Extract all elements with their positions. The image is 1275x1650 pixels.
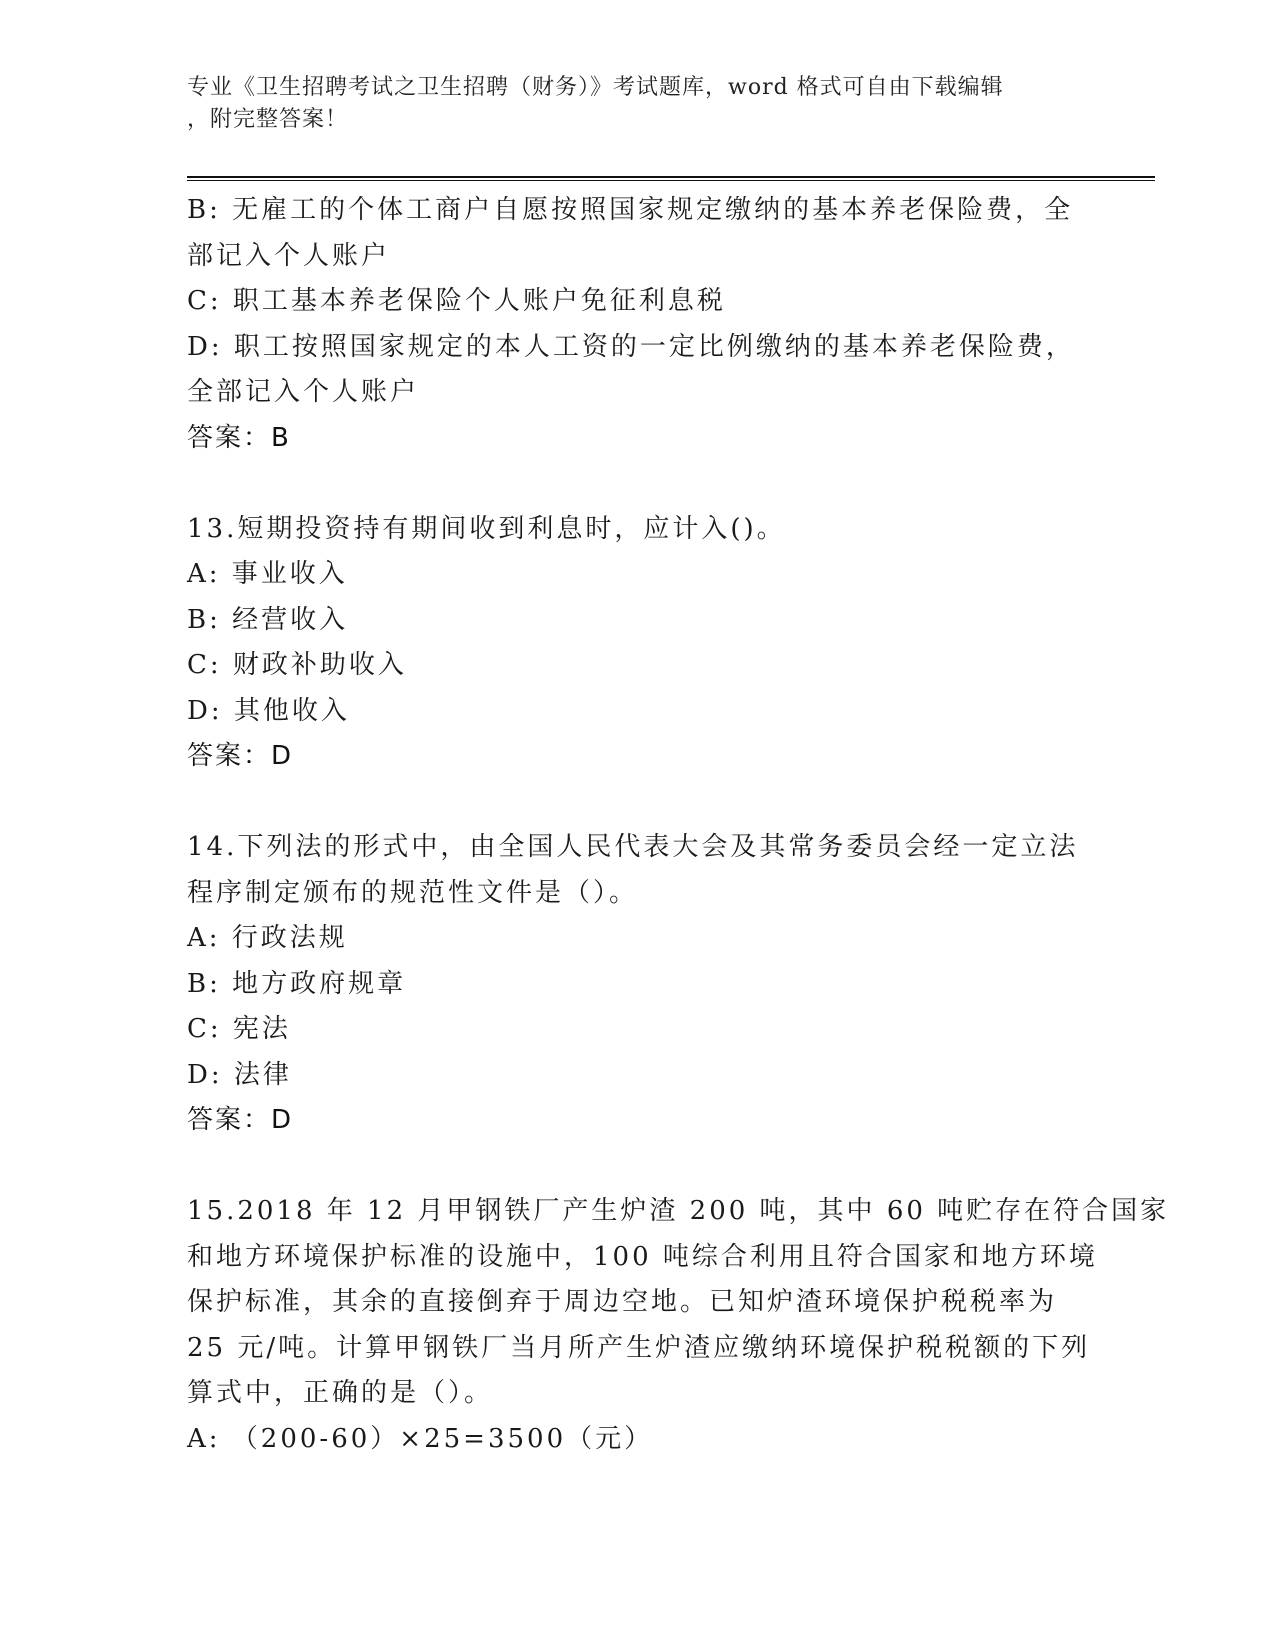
q13-option-a: A: 事业收入 — [187, 559, 348, 589]
question-14 — [187, 825, 1087, 1144]
q14-option-c: C: 宪法 — [187, 1014, 291, 1044]
q14-answer: 答案：D — [187, 1105, 294, 1135]
q14-stem-line-1: 14.下列法的形式中，由全国人民代表大会及其常务委员会经一定立法 — [187, 832, 1079, 862]
q15-option-a: A: （200-60）×25=3500（元） — [187, 1423, 654, 1454]
q13-answer: 答案：D — [187, 741, 294, 771]
question-13 — [187, 507, 1087, 780]
question-12 — [187, 188, 1087, 461]
q13-option-b: B: 经营收入 — [187, 604, 349, 635]
document-body — [187, 188, 1170, 1462]
q13-option-d: D: 其他收入 — [187, 695, 350, 726]
q12-option-d-line-1: D: 职工按照国家规定的本人工资的一定比例缴纳的基本养老保险费， — [187, 331, 1075, 362]
q12-option-c: C: 职工基本养老保险个人账户免征利息税 — [187, 286, 726, 316]
q14-option-b: B: 地方政府规章 — [187, 968, 407, 999]
q14-option-a: A: 行政法规 — [187, 923, 348, 953]
q15-stem-line-4: 25 元/吨。计算甲钢铁厂当月所产生炉渣应缴纳环境保护税税额的下列 — [187, 1332, 1091, 1363]
q15-stem-line-1: 15.2018 年 12 月甲钢铁厂产生炉渣 200 吨，其中 60 吨贮存在符合国家 — [187, 1196, 1170, 1226]
header-line-2: ，附完整答案！ — [187, 107, 349, 132]
q14-stem-line-2: 程序制定颁布的规范性文件是（）。 — [187, 877, 639, 908]
q13-stem: 13.短期投资持有期间收到利息时，应计入()。 — [187, 513, 786, 544]
header-line-1: 专业《卫生招聘考试之卫生招聘（财务）》考试题库，word 格式可自由下载编辑 — [187, 75, 1004, 100]
q14-option-d: D: 法律 — [187, 1059, 292, 1090]
header-divider — [187, 176, 1155, 182]
q15-stem-line-3: 保护标准，其余的直接倒弃于周边空地。已知炉渣环境保护税税率为 — [187, 1287, 1058, 1317]
q15-stem-line-5: 算式中，正确的是（）。 — [187, 1378, 494, 1408]
question-15 — [187, 1189, 1170, 1462]
q13-option-c: C: 财政补助收入 — [187, 650, 407, 680]
page-header — [187, 72, 1067, 136]
q12-option-d-line-2: 全部记入个人账户 — [187, 377, 420, 407]
q12-option-b-line-1: B: 无雇工的个体工商户自愿按照国家规定缴纳的基本养老保险费，全 — [187, 195, 1074, 225]
q12-answer: 答案：B — [187, 422, 291, 453]
q12-option-b-line-2: 部记入个人账户 — [187, 240, 391, 271]
q15-stem-line-2: 和地方环境保护标准的设施中，100 吨综合利用且符合国家和地方环境 — [187, 1241, 1098, 1272]
